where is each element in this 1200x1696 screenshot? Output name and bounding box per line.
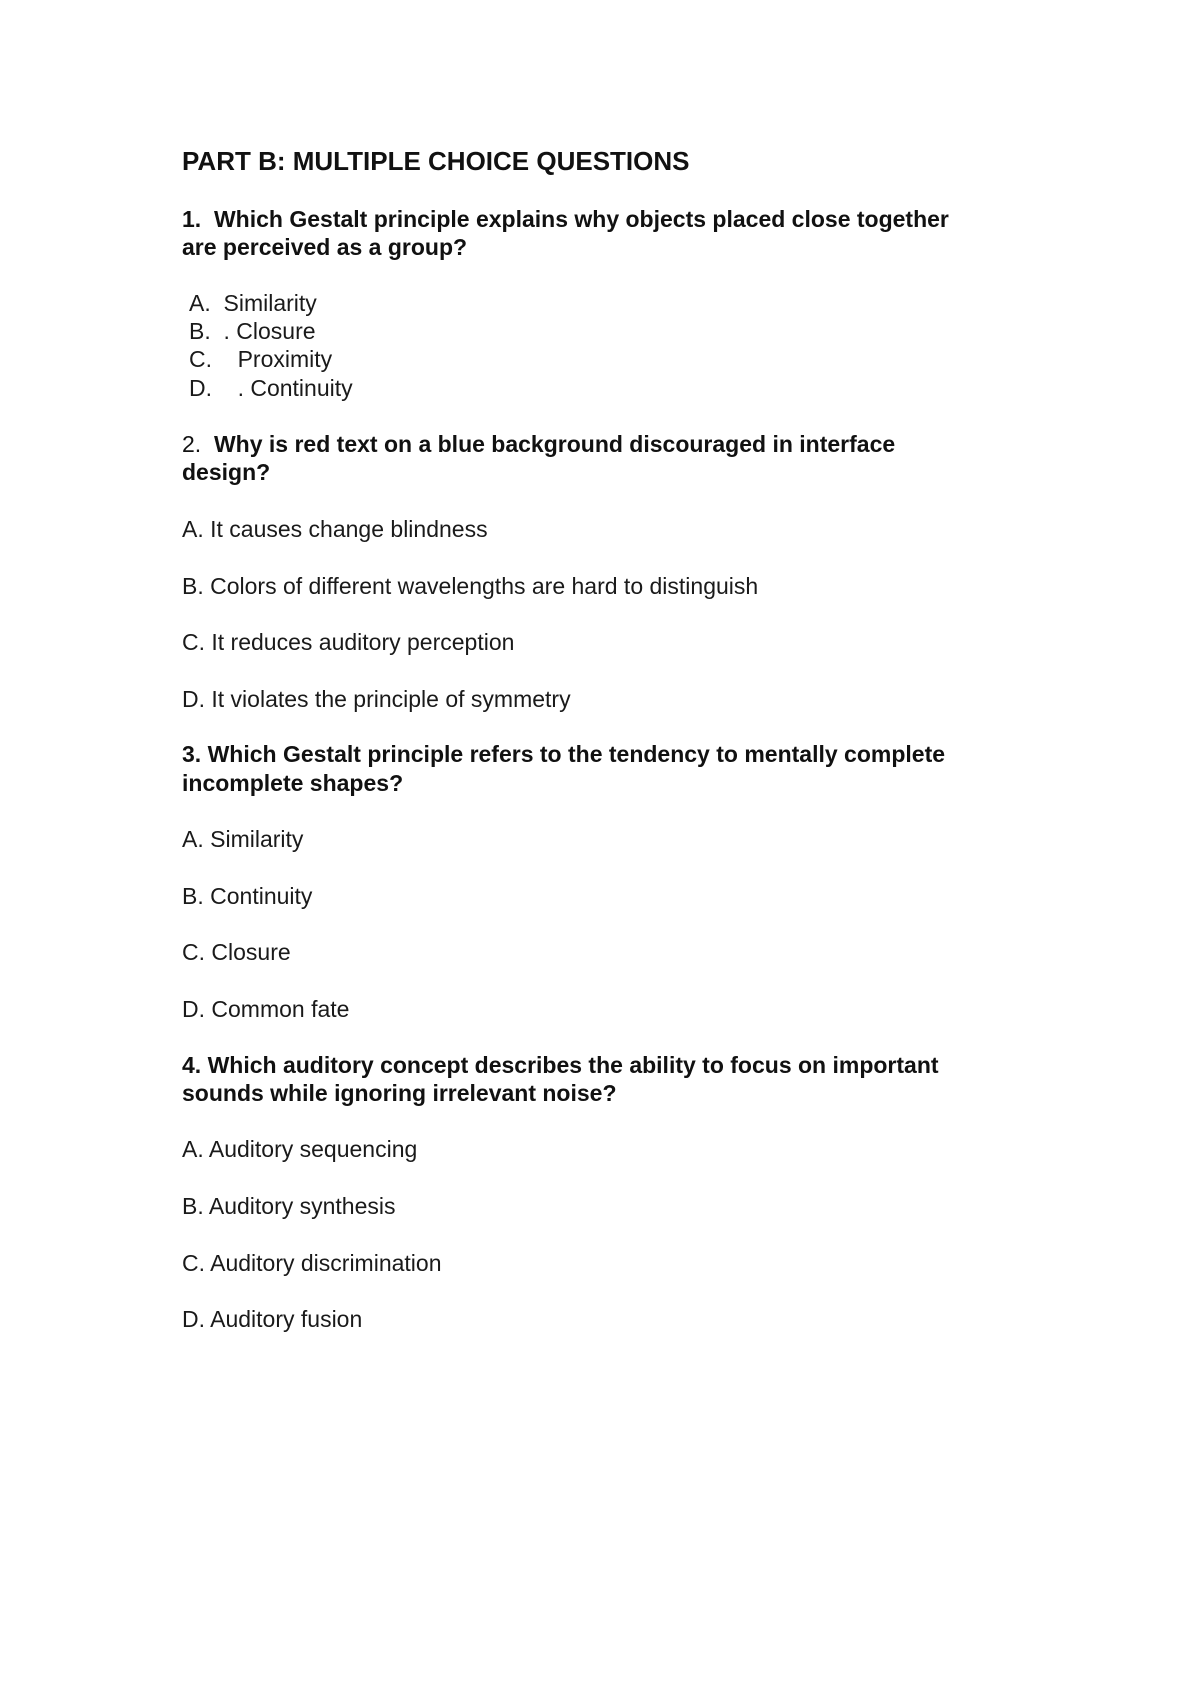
q3-option-a-text: Similarity [210, 826, 304, 852]
question-3-line-1 [182, 743, 945, 766]
q3-option-a [182, 828, 303, 851]
q1-option-d-text: . Continuity [237, 375, 353, 401]
q1-option-c-text: Proximity [237, 346, 333, 372]
question-1-text-2: are perceived as a group? [182, 234, 468, 260]
q1-option-b-text: . Closure [223, 318, 316, 344]
question-2-line-1 [182, 433, 895, 456]
q1-option-c-letter: C. [189, 346, 212, 372]
question-1-number: 1. [182, 206, 202, 232]
q4-option-d-text: Auditory fusion [210, 1306, 363, 1332]
q2-option-b [182, 575, 758, 598]
q1-option-a-letter: A. [189, 290, 211, 316]
q1-option-d-letter: D. [189, 375, 212, 401]
question-1-text-1: Which Gestalt principle explains why objects placed close together [213, 206, 949, 232]
q3-option-d [182, 998, 349, 1021]
page-title: PART B: MULTIPLE CHOICE QUESTIONS [182, 146, 690, 176]
question-4-text-2: sounds while ignoring irrelevant noise? [182, 1080, 617, 1106]
q1-option-a-text: Similarity [223, 290, 317, 316]
question-3-number: 3. [182, 741, 202, 767]
q4-option-a-text: Auditory sequencing [208, 1136, 418, 1162]
question-4-line-1 [182, 1054, 939, 1077]
q2-option-d-letter: D. [182, 686, 205, 712]
q2-option-c [182, 631, 514, 654]
q4-option-b-text: Auditory synthesis [208, 1193, 396, 1219]
question-3-text-1: Which Gestalt principle refers to the tendency to mentally complete [207, 741, 946, 767]
q3-option-c-letter: C. [182, 939, 205, 965]
question-2-number: 2. [182, 431, 202, 457]
q4-option-a-letter: A. [182, 1136, 204, 1162]
question-4-text-1: Which auditory concept describes the ability to focus on important [207, 1052, 939, 1078]
q2-option-d-text: It violates the principle of symmetry [211, 686, 571, 712]
q2-option-a-letter: A. [182, 516, 204, 542]
q3-option-c [182, 941, 291, 964]
q4-option-c-letter: C. [182, 1250, 205, 1276]
q3-option-d-text: Common fate [211, 996, 350, 1022]
q1-option-c [189, 348, 332, 371]
q3-option-a-letter: A. [182, 826, 204, 852]
q4-option-c-text: Auditory discrimination [210, 1250, 442, 1276]
q1-option-a [189, 292, 317, 315]
q2-option-a-text: It causes change blindness [210, 516, 488, 542]
q2-option-c-letter: C. [182, 629, 205, 655]
question-4-number: 4. [182, 1052, 202, 1078]
q4-option-b-letter: B. [182, 1193, 204, 1219]
q2-option-b-letter: B. [182, 573, 204, 599]
question-2-text-2: design? [182, 459, 271, 485]
question-1-line-1 [182, 208, 949, 231]
q3-option-b-text: Continuity [210, 883, 313, 909]
q3-option-c-text: Closure [211, 939, 291, 965]
question-2-text-1: Why is red text on a blue background discouraged in interface [213, 431, 896, 457]
q2-option-a [182, 518, 488, 541]
q4-option-d-letter: D. [182, 1306, 205, 1332]
q1-option-d [189, 377, 353, 400]
q1-option-b-letter: B. [189, 318, 211, 344]
question-3-text-2: incomplete shapes? [182, 770, 404, 796]
q3-option-b [182, 885, 312, 908]
q3-option-b-letter: B. [182, 883, 204, 909]
q4-option-c [182, 1252, 442, 1275]
q1-option-b [189, 320, 316, 343]
q2-option-d [182, 688, 571, 711]
q2-option-b-text: Colors of different wavelengths are hard to distinguish [210, 573, 759, 599]
q4-option-d [182, 1308, 362, 1331]
q3-option-d-letter: D. [182, 996, 205, 1022]
q4-option-b [182, 1195, 396, 1218]
q4-option-a [182, 1138, 417, 1161]
q2-option-c-text: It reduces auditory perception [211, 629, 515, 655]
